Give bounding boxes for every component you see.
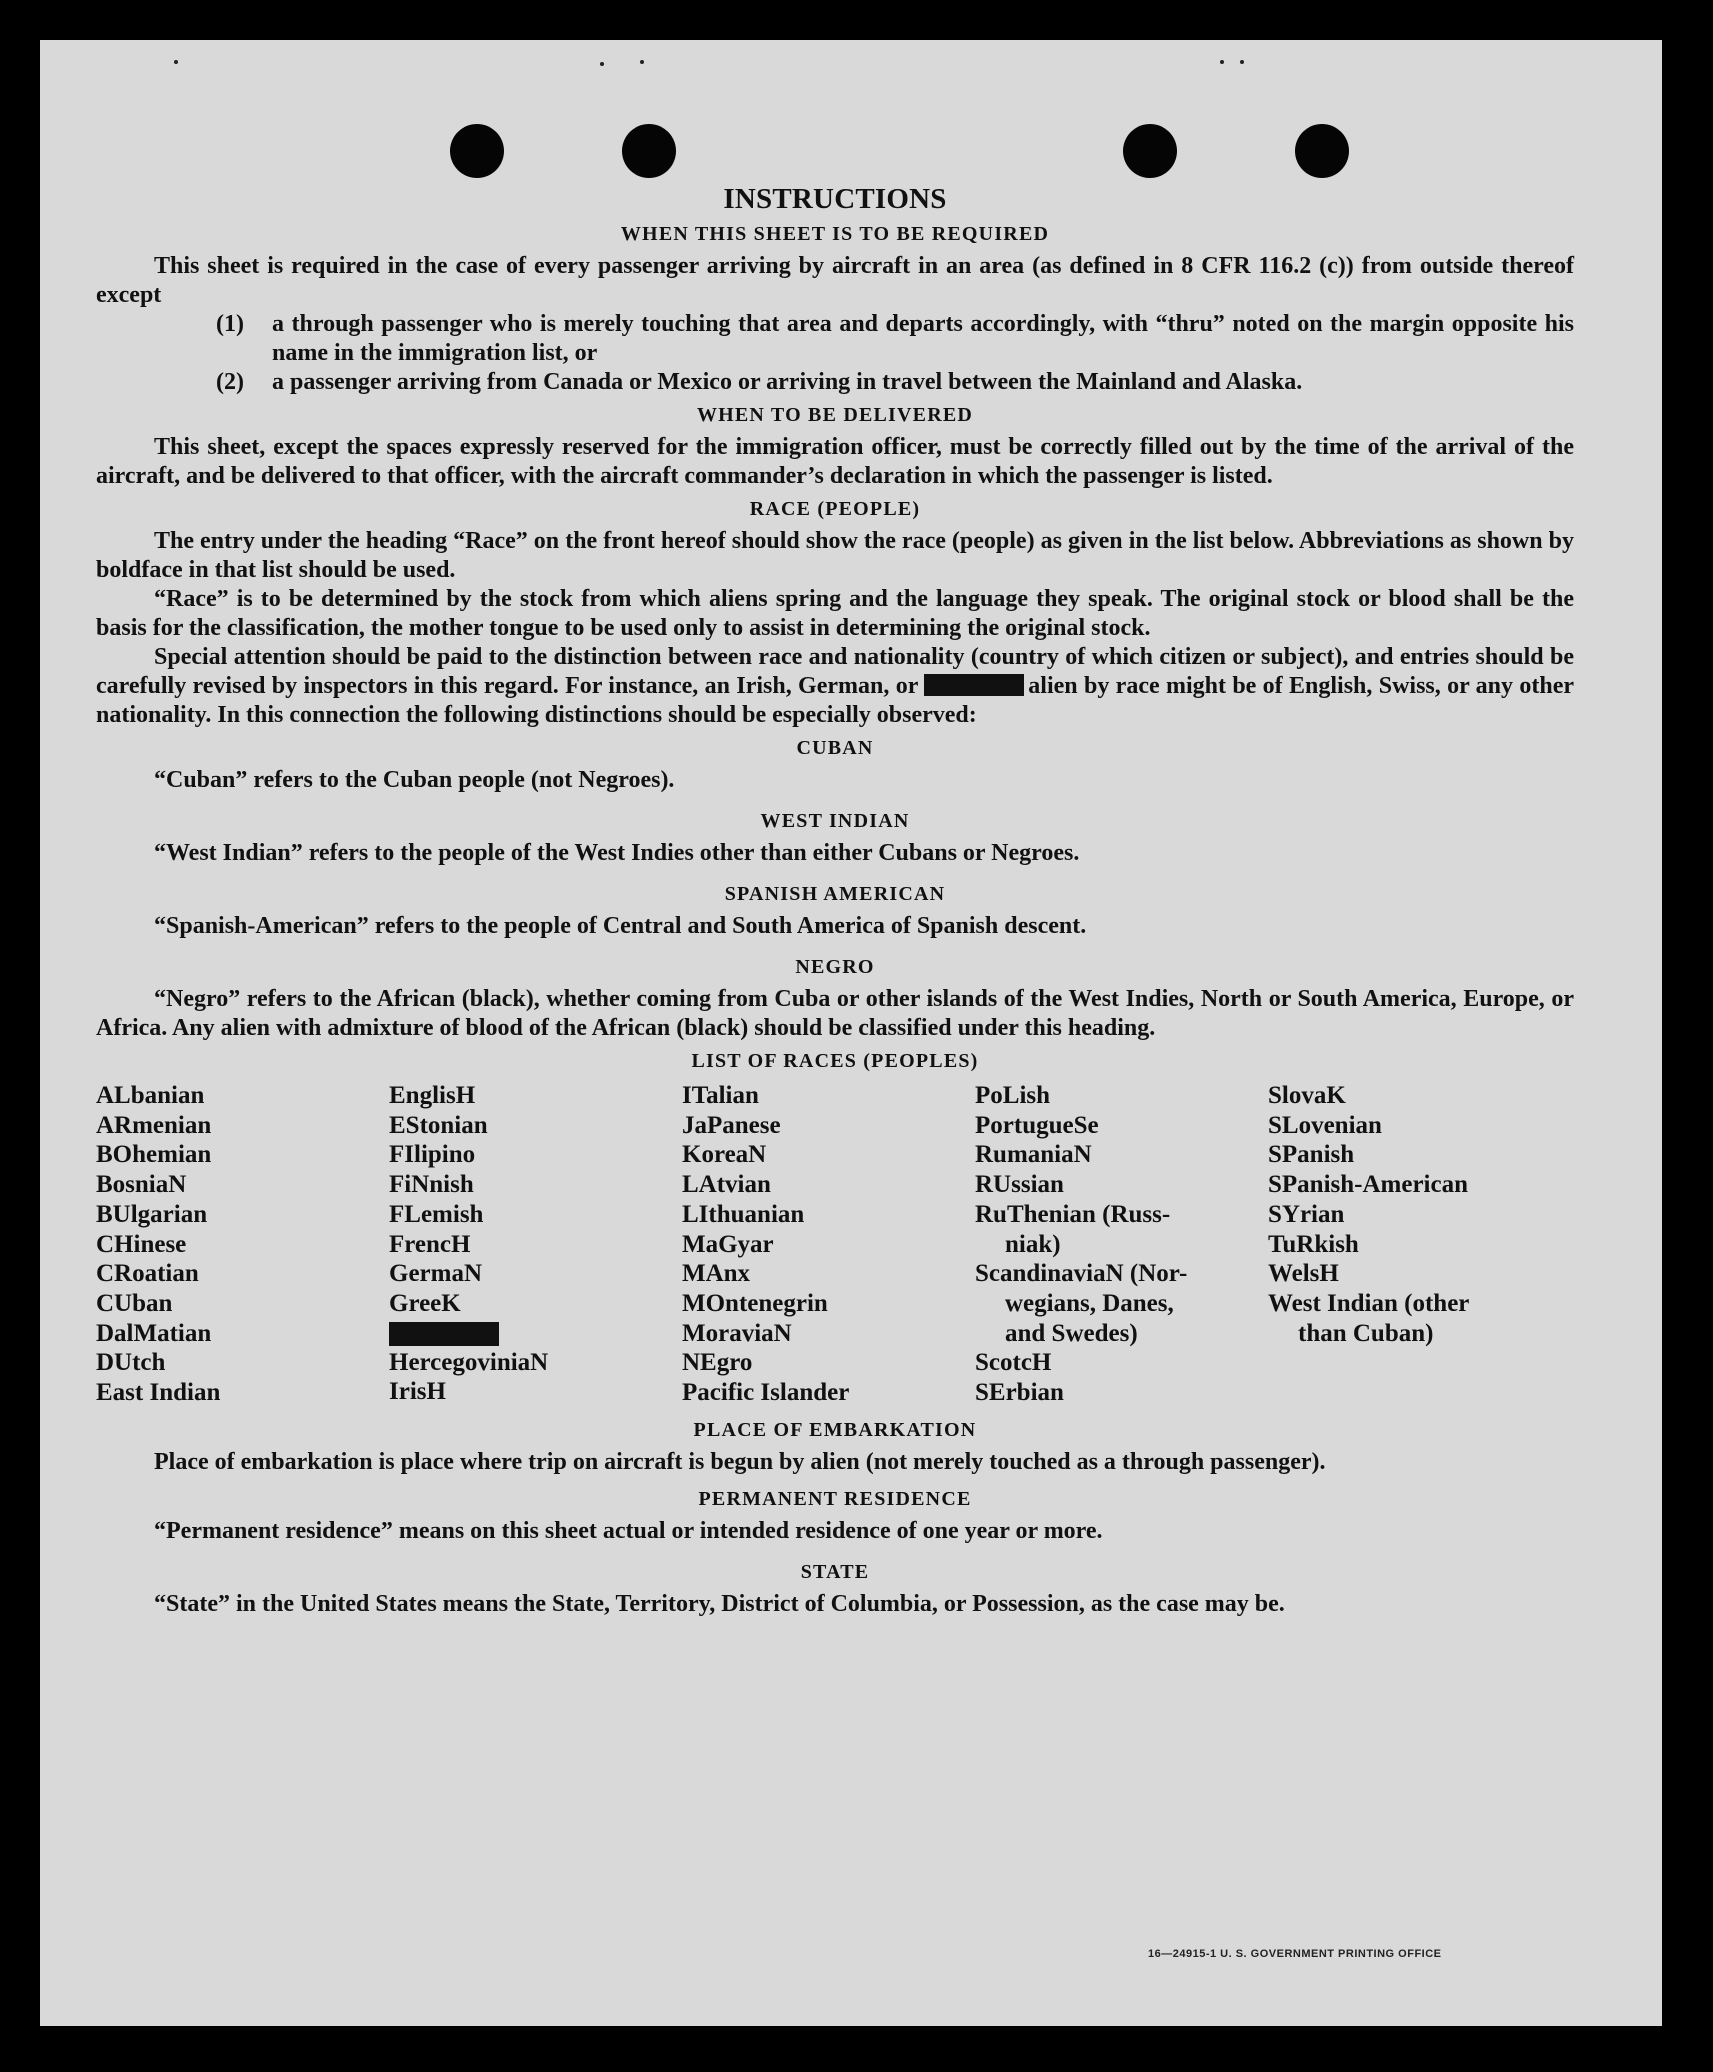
race-entry: SPanish-American (1268, 1171, 1468, 1199)
race-entry-continuation: than Cuban) (1298, 1319, 1434, 1347)
race-entry: MaGyar (682, 1230, 774, 1258)
paragraph: “Race” is to be determined by the stock from which aliens spring and the language they speak. The original stock or blood shall be the basis for the classification, the mother tongue to be used only to assist in determining the original stock. (96, 586, 1574, 641)
race-entry: GermaN (389, 1260, 483, 1288)
race-entry: RumaniaN (975, 1141, 1092, 1169)
speck (640, 60, 644, 64)
race-entry: BUlgarian (96, 1200, 208, 1228)
paragraph: “Spanish-American” refers to the people of Central and South America of Spanish descent. (154, 913, 1087, 939)
race-entry: SPanish (1268, 1141, 1355, 1169)
race-entry: KoreaN (682, 1141, 767, 1169)
section-heading: PLACE OF EMBARKATION (693, 1418, 977, 1441)
race-entry: TuRkish (1268, 1230, 1359, 1258)
race-entry: SLovenian (1268, 1111, 1382, 1139)
race-entry: WelsH (1268, 1260, 1339, 1288)
race-entry: ScotcH (975, 1349, 1052, 1377)
section-heading: PERMANENT RESIDENCE (698, 1487, 972, 1510)
race-entry-continuation: niak) (1005, 1230, 1061, 1258)
speck (174, 60, 178, 64)
race-entry: FLemish (389, 1200, 484, 1228)
bold-text: except (96, 282, 162, 308)
paragraph: “Permanent residence” means on this sheet actual or intended residence of one year or more. (154, 1517, 1103, 1544)
paragraph: “Negro” refers to the African (black), whether coming from Cuba or other islands of the West Indies, North or South America, Europe, or Africa. Any alien with admixture of blood of the African (black) should be classified under this heading. (96, 986, 1574, 1041)
instructions-content (96, 182, 1574, 1619)
race-entry: ALbanian (96, 1082, 205, 1109)
race-entry: HercegoviniaN (389, 1348, 549, 1376)
race-entry: LIthuanian (682, 1200, 805, 1228)
race-entry: CRoatian (96, 1260, 199, 1288)
race-entry: EStonian (389, 1111, 488, 1139)
race-entry: FIlipino (389, 1141, 476, 1169)
race-column (975, 1081, 1268, 1408)
speck (1220, 60, 1224, 64)
race-entry: NEgro (682, 1349, 753, 1377)
section-heading: NEGRO (795, 956, 875, 978)
page-title: INSTRUCTIONS (723, 183, 947, 215)
race-list (96, 1081, 1574, 1408)
punch-hole-icon (1295, 124, 1349, 178)
paragraph: This sheet, except the spaces expressly reserved for the immigration officer, must be correctly filled out by the time of the arrival of the aircraft, and be delivered to that officer, with the aircraft commander’s declaration in which the passenger is listed. (96, 434, 1574, 489)
item-text: a through passenger who is merely touching that area and departs accordingly, with “thru” noted on the margin opposite his name in the immigration list, or (272, 311, 1574, 366)
race-entry: West Indian (other (1268, 1289, 1470, 1317)
race-entry: MoraviaN (682, 1319, 792, 1347)
race-entry: CUban (96, 1289, 173, 1317)
paragraph: “State” in the United States means the State, Territory, District of Columbia, or Possession, as the case may be. (154, 1590, 1285, 1617)
redaction-mark (924, 674, 1024, 696)
section-heading: LIST OF RACES (PEOPLES) (691, 1050, 979, 1072)
list-item (216, 368, 1574, 397)
section-heading: STATE (800, 1560, 870, 1583)
race-entry: FrencH (389, 1230, 471, 1258)
race-entry: RUssian (975, 1171, 1064, 1199)
paragraph: The entry under the heading “Race” on the front hereof should show the race (people) as given in the list below. Abbreviations as shown by boldface in that list should be used. (96, 528, 1574, 583)
race-column (96, 1081, 389, 1408)
paragraph (96, 643, 1574, 730)
document-sheet (40, 40, 1662, 2026)
race-entry: ITalian (682, 1082, 759, 1109)
race-entry: LAtvian (682, 1171, 771, 1199)
punch-hole-icon (450, 124, 504, 178)
race-entry: IrisH (389, 1378, 446, 1406)
paragraph-text: Special attention should be paid to the distinction between race and nationality (country of which citizen or subject), and entries should be carefully revised by inspectors in this regard. For instance, an Irish, German, or (96, 644, 1574, 699)
race-entry: CHinese (96, 1230, 187, 1258)
redaction-mark (389, 1322, 499, 1346)
race-column (389, 1081, 682, 1408)
race-entry: FiNnish (389, 1171, 474, 1199)
race-entry: BOhemian (96, 1141, 212, 1169)
race-entry-continuation: and Swedes) (1005, 1319, 1138, 1347)
race-entry: JaPanese (682, 1111, 781, 1139)
item-text: a passenger arriving from Canada or Mexico or arriving in travel between the Mainland and Alaska. (272, 369, 1303, 395)
race-entry: East Indian (96, 1379, 221, 1407)
paragraph-text: alien by race might be of English, Swiss, or any other nationality. In this connection the following distinctions should be especially observed: (96, 673, 1575, 728)
race-entry-continuation: wegians, Danes, (1005, 1289, 1174, 1317)
race-entry: SlovaK (1268, 1082, 1346, 1109)
paragraph-text: This sheet is required in the case of every passenger arriving by aircraft in an area (as defined in 8 CFR 116.2 (c)) from outside thereof (154, 253, 1574, 279)
race-entry: PortugueSe (975, 1111, 1099, 1139)
paragraph (96, 252, 1574, 310)
race-entry: DUtch (96, 1349, 166, 1377)
item-number: (1) (216, 311, 244, 337)
paragraph: “West Indian” refers to the people of the West Indies other than either Cubans or Negroes. (154, 840, 1080, 866)
section-heading: CUBAN (796, 737, 874, 759)
race-entry: GreeK (389, 1289, 461, 1317)
race-entry: SErbian (975, 1379, 1064, 1407)
section-heading: WEST INDIAN (760, 810, 910, 832)
race-entry: PoLish (975, 1082, 1051, 1109)
speck (1240, 60, 1244, 64)
race-entry: Pacific Islander (682, 1379, 850, 1407)
paragraph: Place of embarkation is place where trip on aircraft is begun by alien (not merely touched as a through passenger). (154, 1448, 1326, 1475)
race-entry: SYrian (1268, 1200, 1345, 1228)
item-number: (2) (216, 369, 244, 395)
section-heading: WHEN THIS SHEET IS TO BE REQUIRED (620, 223, 1050, 245)
punch-hole-icon (1123, 124, 1177, 178)
race-column (682, 1081, 975, 1408)
race-entry: EnglisH (389, 1082, 476, 1109)
race-column (1268, 1081, 1574, 1408)
punch-hole-icon (622, 124, 676, 178)
speck (600, 62, 604, 66)
race-entry: BosniaN (96, 1171, 187, 1199)
race-entry: RuThenian (Russ- (975, 1200, 1171, 1228)
paragraph: “Cuban” refers to the Cuban people (not Negroes). (154, 767, 675, 793)
list-item (216, 310, 1574, 368)
printer-imprint: 16—24915-1 U. S. GOVERNMENT PRINTING OFFICE (1148, 1948, 1442, 1960)
race-entry: DalMatian (96, 1319, 212, 1347)
race-entry: MOntenegrin (682, 1289, 828, 1317)
section-heading: SPANISH AMERICAN (724, 883, 946, 905)
section-heading: RACE (PEOPLE) (749, 498, 921, 520)
race-entry: ARmenian (96, 1111, 212, 1139)
section-heading: WHEN TO BE DELIVERED (696, 404, 974, 426)
race-entry: ScandinaviaN (Nor- (975, 1260, 1188, 1288)
race-entry: MAnx (682, 1260, 751, 1288)
